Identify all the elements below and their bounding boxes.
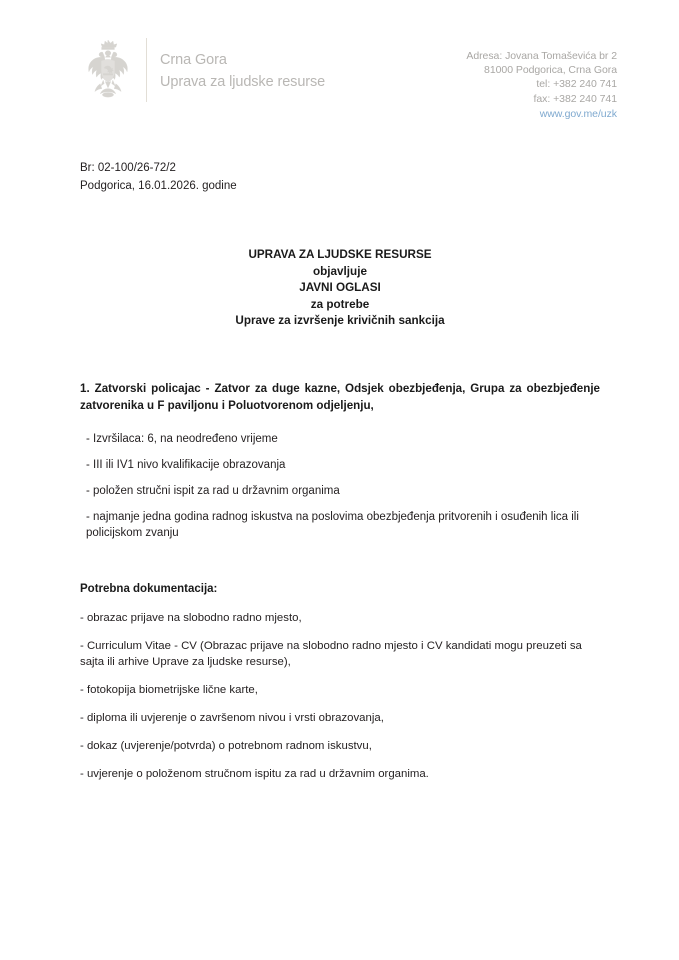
title-line-publishes: objavljuje xyxy=(313,264,367,278)
documentation-item: - dokaz (uvjerenje/potvrda) o potrebnom radnom iskustvu, xyxy=(80,739,372,752)
contact-block xyxy=(466,36,617,121)
documentation-item: - Curriculum Vitae - CV (Obrazac prijave na slobodno radno mjesto i CV kandidati mogu preuzeti sa sajta ili arhive Uprave za ljudske resurse), xyxy=(80,639,582,668)
organization-country: Crna Gora xyxy=(160,51,227,68)
title-line-public-ads: JAVNI OGLASI xyxy=(299,281,381,294)
contact-address-line2: 81000 Podgorica, Crna Gora xyxy=(484,64,617,77)
documentation-item: - diploma ili uvjerenje o završenom nivou i vrsti obrazovanja, xyxy=(80,711,384,724)
contact-fax: fax: +382 240 741 xyxy=(533,92,617,105)
document-body xyxy=(80,160,600,782)
job-position-heading: 1. Zatvorski policajac - Zatvor za duge kazne, Odsjek obezbjeđenja, Grupa za obezbjeđenje zatvorenika u F paviljonu i Poluotvorenom odjeljenju, xyxy=(80,381,600,412)
documentation-item: - obrazac prijave na slobodno radno mjesto, xyxy=(80,611,302,624)
letterhead xyxy=(82,36,617,136)
job-requirements-list xyxy=(80,431,600,541)
announcement-title-block xyxy=(80,247,600,330)
contact-address-line1: Adresa: Jovana Tomaševića br 2 xyxy=(466,50,617,62)
job-requirement-item: - položen stručni ispit za rad u državnim organima xyxy=(86,484,340,497)
brand-block xyxy=(82,36,325,104)
organization-name: Uprava za ljudske resurse xyxy=(160,73,326,90)
montenegro-coat-of-arms-icon xyxy=(82,36,134,104)
documentation-list xyxy=(80,610,600,782)
brand-text xyxy=(160,36,325,104)
job-requirement-item: - Izvršilaca: 6, na neodređeno vrijeme xyxy=(86,432,278,445)
contact-website-link[interactable]: www.gov.me/uzk xyxy=(539,107,617,120)
documentation-item: - fotokopija biometrijske lične karte, xyxy=(80,683,258,696)
reference-block xyxy=(80,160,600,195)
documentation-heading: Potrebna dokumentacija: xyxy=(80,582,218,595)
title-line-institution: Uprave za izvršenje krivičnih sankcija xyxy=(235,314,445,327)
job-requirement-item: - najmanje jedna godina radnog iskustva na poslovima obezbjeđenja pritvorenih i osuđenih lica ili policijskom zvanju xyxy=(86,510,579,539)
title-line-for-needs-of: za potrebe xyxy=(310,297,370,311)
job-requirement-item: - III ili IV1 nivo kvalifikacije obrazovanja xyxy=(86,458,286,471)
brand-divider xyxy=(146,38,147,102)
reference-place-date: Podgorica, 16.01.2026. godine xyxy=(80,179,237,192)
reference-number: Br: 02-100/26-72/2 xyxy=(80,162,176,174)
contact-telephone: tel: +382 240 741 xyxy=(536,78,617,91)
documentation-item: - uvjerenje o položenom stručnom ispitu za rad u državnim organima. xyxy=(80,767,429,780)
title-line-authority: UPRAVA ZA LJUDSKE RESURSE xyxy=(248,248,432,261)
